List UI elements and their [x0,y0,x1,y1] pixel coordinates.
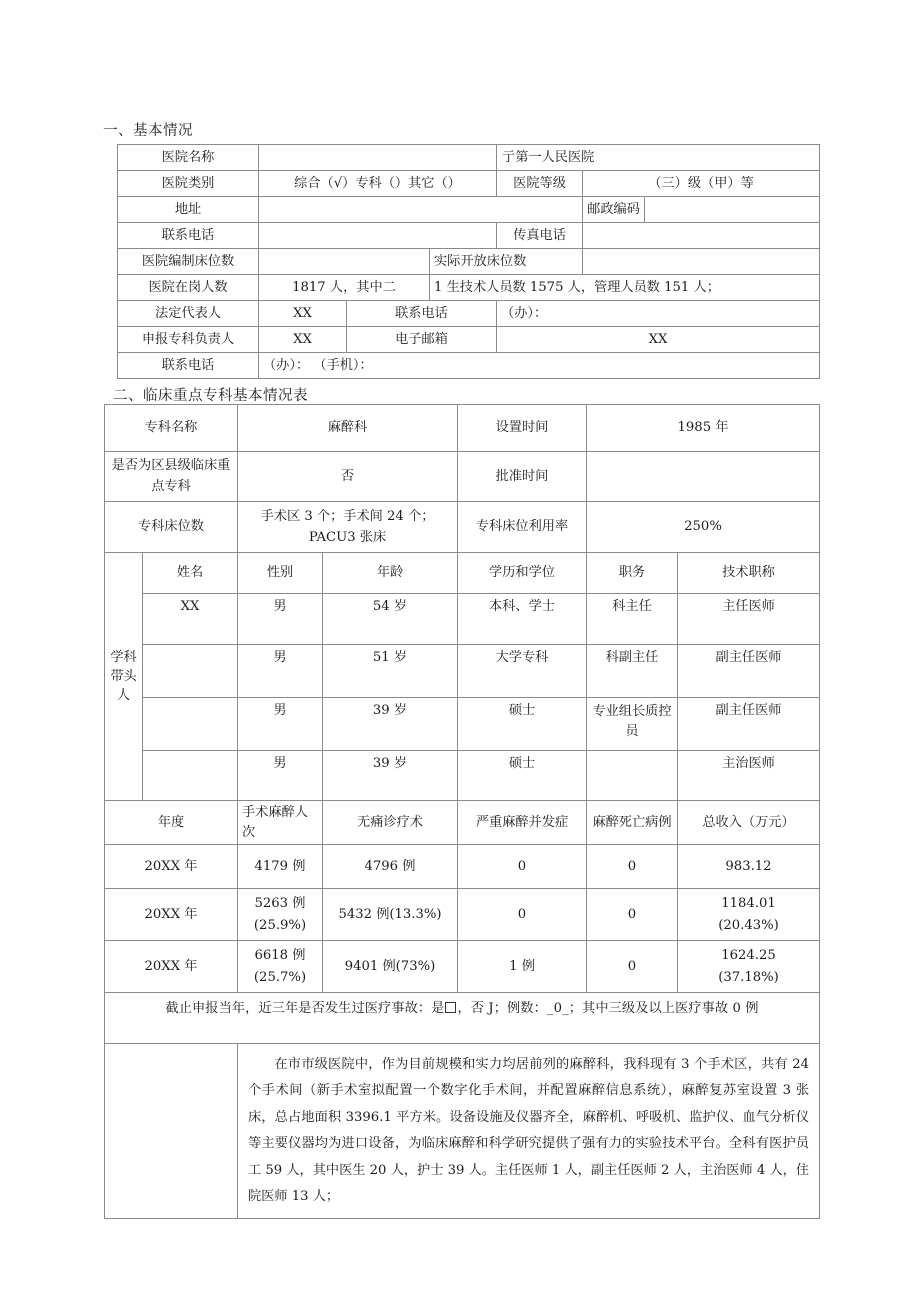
leader-position[interactable]: 专业组长质控员 [587,698,678,751]
section-heading-specialty: 二、临床重点专科基本情况表 [113,388,308,404]
leader-name[interactable] [143,698,238,751]
stat-complications: 1 例 [458,941,587,993]
hospital-name-label: 医院名称 [118,145,259,171]
stat-percent: (20.43%) [718,917,779,933]
email-value[interactable]: XX [497,327,820,353]
leader-title[interactable]: 副主任医师 [678,645,820,698]
approve-time-label: 批准时间 [458,452,587,502]
leader-name[interactable]: XX [143,594,238,645]
leader-position[interactable]: 科主任 [587,594,678,645]
col-header-age: 年龄 [323,553,458,594]
legal-rep-phone-value[interactable]: （办）： [497,301,820,327]
specialty-beds-line2: PACU3 张床 [308,530,387,545]
section-heading-basic-info: 一、基本情况 [103,123,193,139]
col-header-education: 学历和学位 [458,553,587,594]
legal-rep-phone-label: 联系电话 [347,301,497,327]
stat-income [678,845,820,889]
staff-count-detail[interactable]: 1 生技术人员数 1575 人，管理人员数 151 人； [430,275,820,301]
table-row [105,698,820,751]
stat-value: 983.12 [725,858,772,874]
bed-usage-value: 250% [587,502,820,553]
dept-head-label: 申报专科负责人 [118,327,259,353]
table-row [105,941,820,993]
table-row [105,801,820,845]
table-row [105,645,820,698]
fax-label: 传真电话 [497,223,583,249]
contact-phone-label: 联系电话 [118,353,259,379]
table-row [105,553,820,594]
specialty-beds-value[interactable] [238,502,458,553]
table-row [105,594,820,645]
checkbox-icon[interactable] [445,1002,456,1013]
stat-complications: 0 [458,889,587,941]
hospital-level-value: （三）级（甲）等 [583,171,820,197]
phone-value[interactable] [259,223,497,249]
col-header-year: 年度 [105,801,238,845]
table-row [118,171,820,197]
discipline-leader-label: 学科带头人 [105,553,143,801]
approve-time-value[interactable] [587,452,820,502]
hospital-type-label: 医院类别 [118,171,259,197]
basic-info-table [117,144,820,379]
leader-gender[interactable]: 男 [238,698,323,751]
stat-value: 5263 例 [254,896,306,912]
table-row [105,405,820,452]
contact-phone-value[interactable]: （办）： （手机）： [259,353,820,379]
table-row [105,502,820,553]
table-row [118,223,820,249]
dept-head-value[interactable]: XX [259,327,347,353]
leader-name[interactable] [143,645,238,698]
specialty-name-label: 专科名称 [105,405,238,452]
staff-count-value[interactable]: 1817 人，其中二 [259,275,430,301]
col-header-title: 技术职称 [678,553,820,594]
leader-gender[interactable]: 男 [238,645,323,698]
stat-year: 20XX 年 [105,845,238,889]
leader-gender[interactable]: 男 [238,594,323,645]
specialty-name-value[interactable]: 麻醉科 [238,405,458,452]
specialty-info-table [104,404,820,1219]
table-row [105,452,820,502]
stat-income [678,889,820,941]
stat-painless: 9401 例(73%) [323,941,458,993]
stat-complications: 0 [458,845,587,889]
col-header-deaths: 麻醉死亡病例 [587,801,678,845]
address-label: 地址 [118,197,259,223]
stat-percent: (25.7%) [253,969,307,985]
leader-title[interactable]: 主治医师 [678,751,820,801]
is-key-specialty-label: 是否为区县级临床重点专科 [105,452,238,502]
beds-authorized-value[interactable] [259,249,430,275]
leader-title[interactable]: 主任医师 [678,594,820,645]
leader-education[interactable]: 硕士 [458,698,587,751]
leader-gender[interactable]: 男 [238,751,323,801]
table-row [118,249,820,275]
leader-name[interactable] [143,751,238,801]
stat-percent: (25.9%) [253,917,307,933]
table-row [105,889,820,941]
stat-value: 1624.25 [721,948,776,964]
table-row [118,327,820,353]
stat-painless: 5432 例(13.3%) [323,889,458,941]
hospital-level-label: 医院等级 [497,171,583,197]
leader-title[interactable]: 副主任医师 [678,698,820,751]
table-row [105,751,820,801]
stat-income [678,941,820,993]
stat-painless: 4796 例 [323,845,458,889]
description-label [105,1044,238,1219]
description-content[interactable] [238,1044,820,1219]
stat-deaths: 0 [587,941,678,993]
leader-position[interactable] [587,751,678,801]
email-label: 电子邮箱 [347,327,497,353]
phone-label: 联系电话 [118,223,259,249]
table-row [118,301,820,327]
beds-authorized-label: 医院编制床位数 [118,249,259,275]
hospital-name-value: 亍第一人民医院 [497,145,820,171]
leader-education[interactable]: 大学专科 [458,645,587,698]
leader-age[interactable]: 39 岁 [323,698,458,751]
stat-year: 20XX 年 [105,889,238,941]
table-row [118,145,820,171]
col-header-name: 姓名 [143,553,238,594]
fax-value[interactable] [583,223,820,249]
hospital-type-value[interactable]: 综合（√）专科（）其它（） [259,171,497,197]
postcode-label: 邮政编码 [583,197,645,223]
table-row [118,197,820,223]
accident-text-after: ，否 J；例数：_0_；其中三级及以上医疗事故 0 例 [457,1001,759,1016]
table-row [105,845,820,889]
legal-rep-label: 法定代表人 [118,301,259,327]
leader-education[interactable]: 硕士 [458,751,587,801]
postcode-value[interactable] [645,197,820,223]
address-value[interactable] [259,197,583,223]
staff-count-label: 医院在岗人数 [118,275,259,301]
col-header-position: 职务 [587,553,678,594]
bed-usage-label: 专科床位利用率 [458,502,587,553]
stat-surgery-anesthesia [238,941,323,993]
leader-age[interactable]: 39 岁 [323,751,458,801]
table-row [105,993,820,1044]
legal-rep-value[interactable]: XX [259,301,347,327]
table-row [118,275,820,301]
stat-year: 20XX 年 [105,941,238,993]
hospital-name-blank[interactable] [259,145,497,171]
stat-deaths: 0 [587,845,678,889]
leader-position[interactable]: 科副主任 [587,645,678,698]
stat-value: 4179 例 [254,858,306,874]
setup-time-label: 设置时间 [458,405,587,452]
stat-value: 6618 例 [254,948,306,964]
description-paragraph: 在市市级医院中，作为目前规模和实力均居前列的麻醉科，我科现有 3 个手术区，共有 24 个手术间（新手术室拟配置一个数字化手术间，并配置麻醉信息系统），麻醉复苏室设置 3 张床，总占地面积 3396.1 平方米。设备设施及仪器齐全，麻醉机、呼吸机、监护仪、血气分析仪等主要仪器均为进口设备，为临床麻醉和科学研究提供了强有力的实验技术平台。全科有医护员工 59 人，其中医生 20 人，护士 39 人。主任医师 1 人，副主任医师 2 人，主治医师 4 人，住院医师 13 人； [248,1057,810,1205]
col-header-surgery-anesthesia: 手术麻醉人次 [238,801,323,845]
is-key-specialty-value[interactable]: 否 [238,452,458,502]
table-row [118,353,820,379]
table-row [105,1044,820,1219]
leader-education[interactable]: 本科、学士 [458,594,587,645]
beds-open-label: 实际开放床位数 [430,249,583,275]
specialty-beds-line1: 手术区 3 个；手术间 24 个； [260,508,435,524]
medical-accident-statement [105,993,820,1044]
stat-percent: (37.18%) [718,969,779,985]
specialty-beds-label: 专科床位数 [105,502,238,553]
leader-age[interactable]: 51 岁 [323,645,458,698]
accident-text-before: 截止申报当年，近三年是否发生过医疗事故：是 [165,1001,445,1016]
stat-value: 1184.01 [721,896,776,912]
setup-time-value[interactable]: 1985 年 [587,405,820,452]
stat-surgery-anesthesia [238,889,323,941]
beds-open-value[interactable] [583,249,820,275]
leader-age[interactable]: 54 岁 [323,594,458,645]
col-header-income: 总收入（万元） [678,801,820,845]
col-header-complications: 严重麻醉并发症 [458,801,587,845]
col-header-painless: 无痛诊疗术 [323,801,458,845]
col-header-gender: 性别 [238,553,323,594]
stat-deaths: 0 [587,889,678,941]
stat-surgery-anesthesia [238,845,323,889]
